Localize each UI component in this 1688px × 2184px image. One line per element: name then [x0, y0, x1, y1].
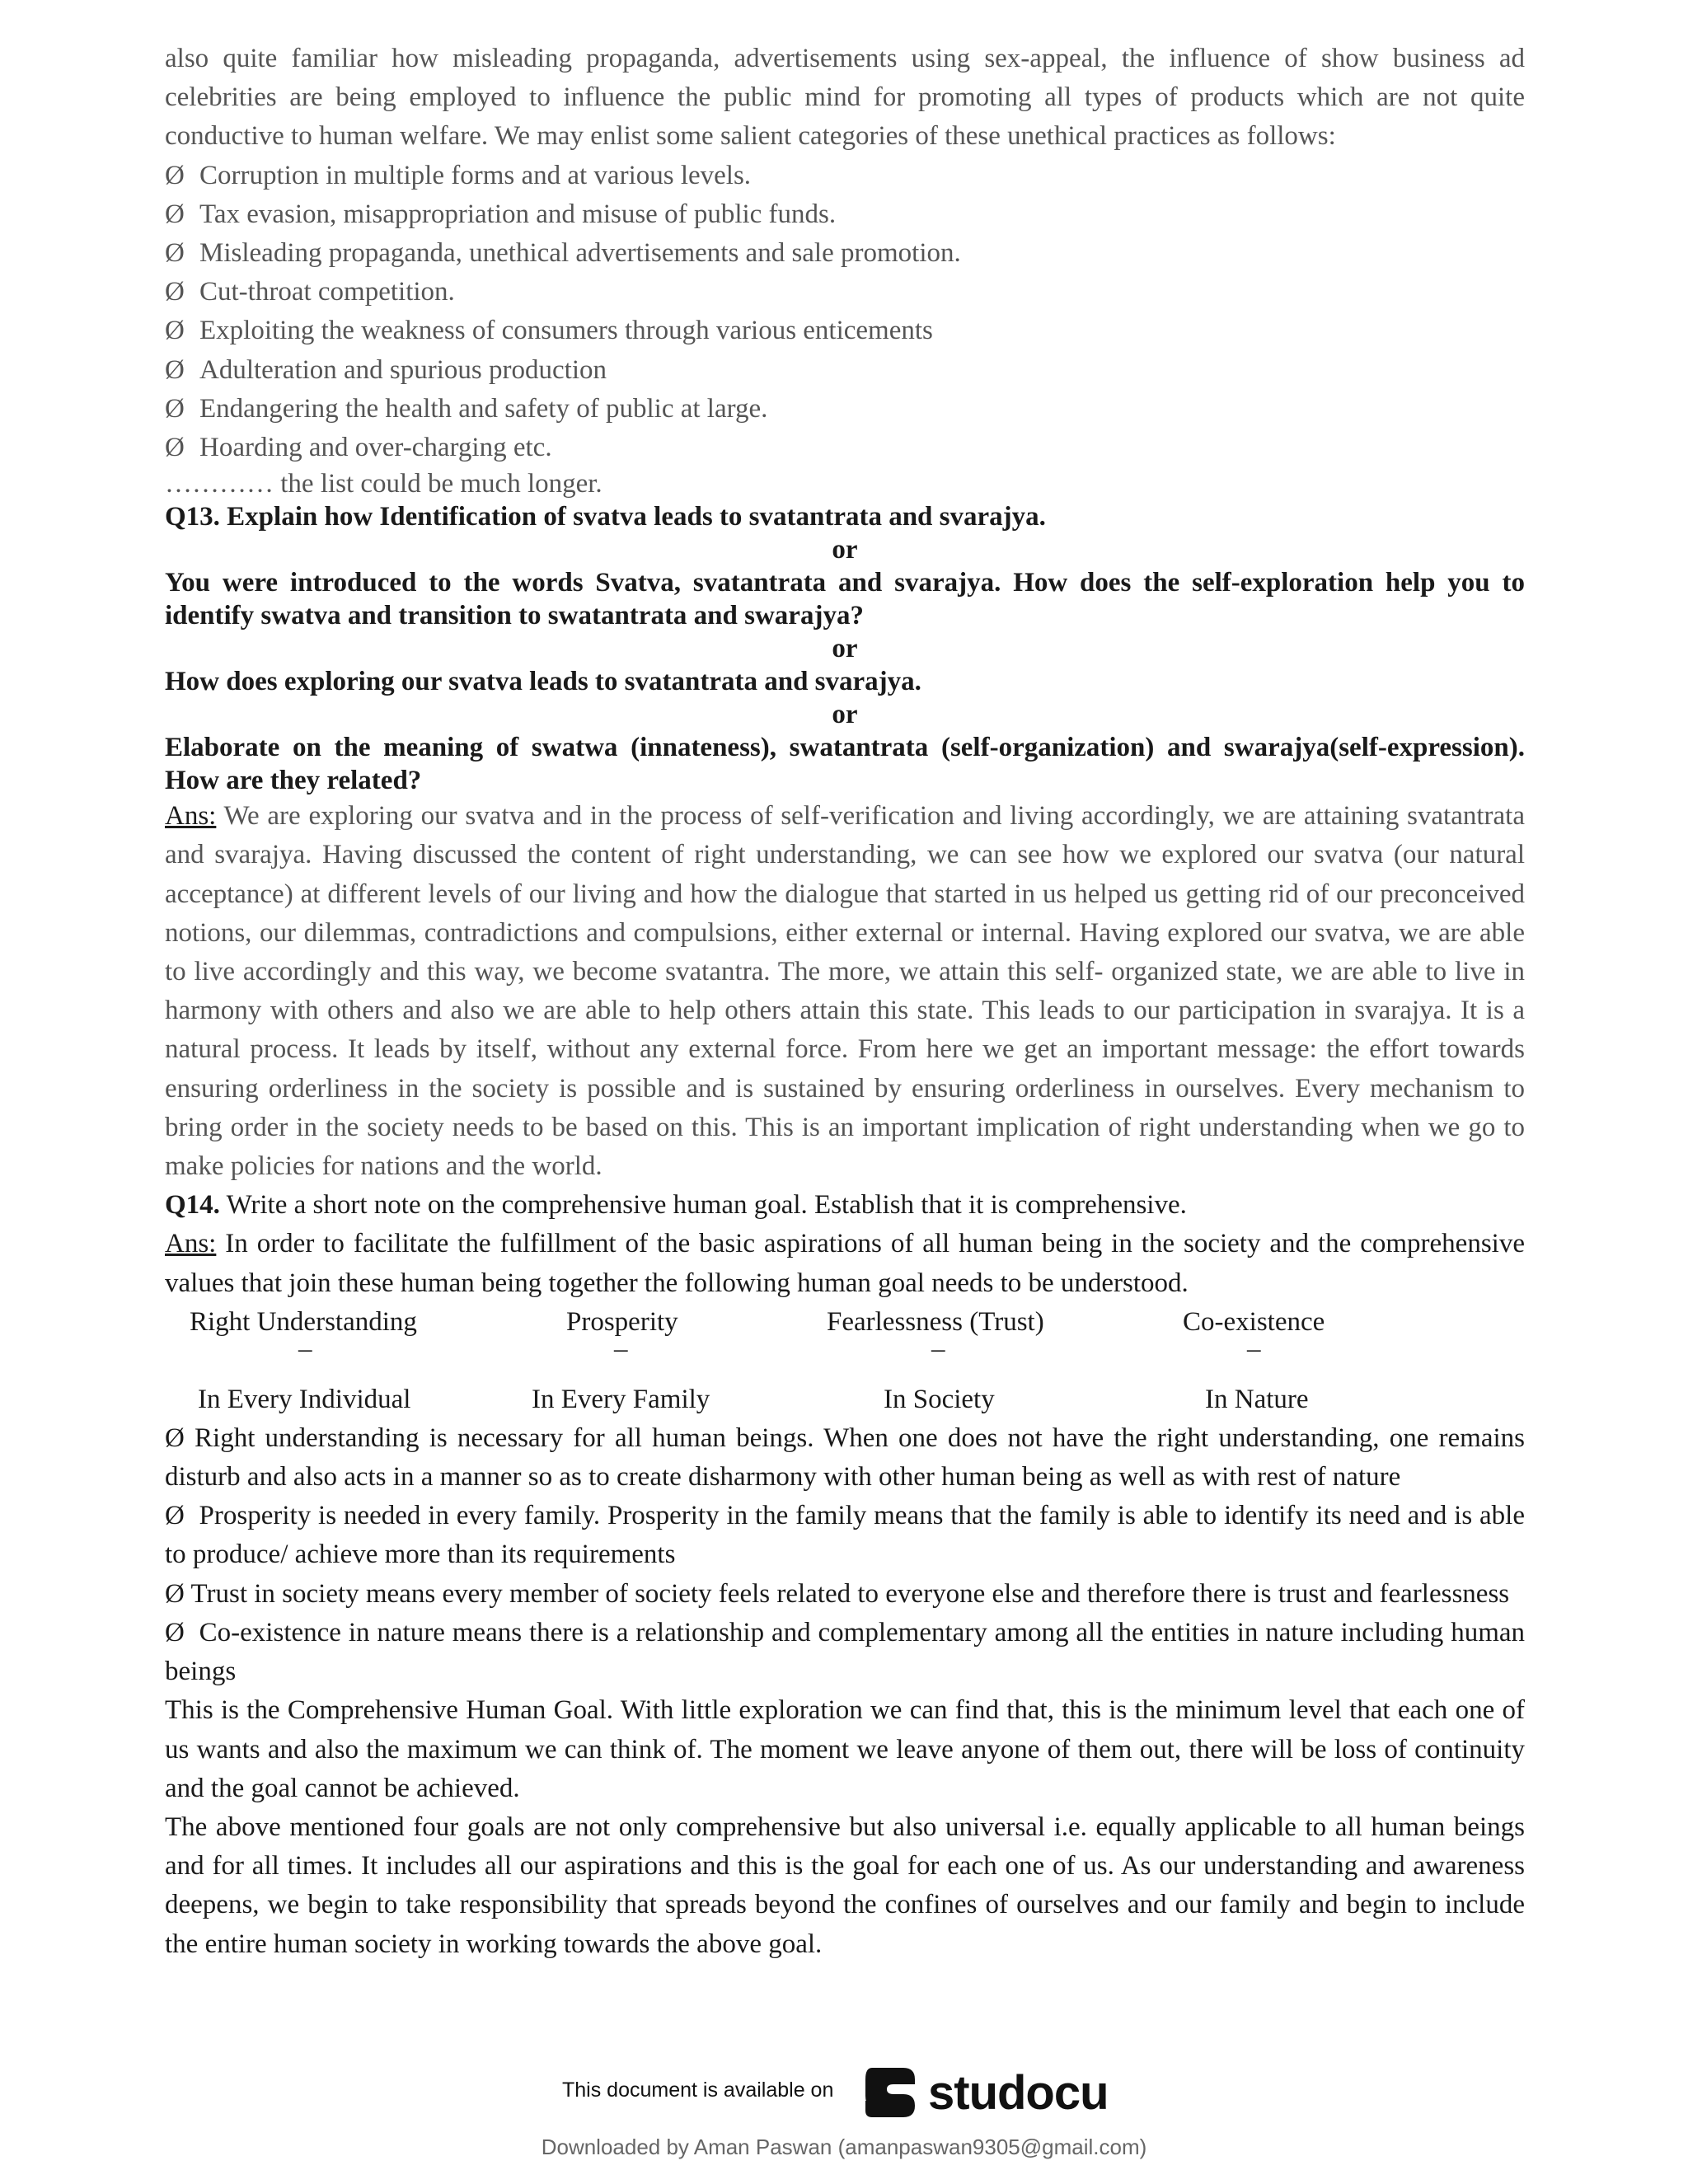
list-item: Ø Tax evasion, misappropriation and misuse of public funds. — [165, 199, 837, 229]
scope-family: In Every Family — [532, 1384, 710, 1414]
goal-point-3: Ø Trust in society means every member of society feels related to everyone else and therefore there is trust and fearlessness — [165, 1578, 1510, 1609]
q13-alternative-2: How does exploring our svatva leads to svatantrata and svarajya. — [165, 667, 921, 697]
list-item: Ø Misleading propaganda, unethical advertisements and sale promotion. — [165, 238, 961, 269]
list-item: Ø Corruption in multiple forms and at various levels. — [165, 160, 752, 190]
or-separator: or — [832, 700, 858, 730]
goal-prosperity: Prosperity — [566, 1306, 678, 1337]
goal-right-understanding: Right Understanding — [190, 1306, 417, 1337]
or-separator: or — [832, 634, 858, 664]
goal-row — [165, 1303, 1525, 1342]
studocu-logo-icon — [857, 2060, 923, 2125]
list-item: Ø Cut-throat competition. — [165, 277, 455, 307]
goal-point-2: Ø Prosperity is needed in every family. Prosperity in the family means that the family is able to identify its need and is able to produce/ achieve more than its requirements — [165, 1501, 1525, 1570]
q13-alternative-1: You were introduced to the words Svatva, svatantrata and svarajya. How does the self-exploration help you to identify swatva and transition to swatantrata and swarajya? — [165, 568, 1525, 631]
q13-answer: Ans: We are exploring our svatva and in the process of self-verification and living accordingly, we are attaining svatantrata and svarajya. Having discussed the content of right understanding, we can see how we explored our svatva (our natural acceptance) at different levels of our living and how the dialogue that started in us helped us getting rid of our preconceived notions, our dilemmas, contradictions and compulsions, either external or internal. Having explored our svatva, we are able to live accordingly and this way, we become svatantra. The more, we attain this self- organized state, we are able to live in harmony with others and also we are able to help others attain this state. This leads to our participation in svarajya. It is a natural process. It leads by itself, without any external force. From here we get an important message: the effort towards ensuring orderliness in the society is possible and is sustained by ensuring orderliness in ourselves. Every mechanism to bring order in the society needs to be based on this. This is an important implication of right understanding when we go to make policies for nations and the world. — [165, 801, 1525, 1182]
list-item: Ø Hoarding and over-charging etc. — [165, 433, 552, 463]
studocu-logo[interactable] — [857, 2055, 1109, 2130]
down-arrow-icon: – — [1247, 1333, 1261, 1364]
goal-fearlessness: Fearlessness (Trust) — [827, 1306, 1044, 1337]
goal-point-1: Ø Right understanding is necessary for all human beings. When one does not have the right understanding, one remains disturb and also acts in a manner so as to create disharmony with other human being as well as with rest of nature — [165, 1422, 1526, 1493]
q14-answer-intro: Ans: In order to facilitate the fulfillment of the basic aspirations of all human being in the society and the comprehensive values that join these human being together the following human goal needs to be understood. — [165, 1229, 1525, 1298]
scope-individual: In Every Individual — [198, 1384, 411, 1414]
down-arrow-icon: – — [298, 1333, 312, 1364]
list-continuation: ………… the list could be much longer. — [165, 469, 603, 499]
ans-label: Ans: — [165, 1229, 217, 1259]
down-arrow-icon: – — [614, 1333, 628, 1364]
ans-label: Ans: — [165, 801, 217, 832]
q14-heading: Q14. Write a short note on the comprehensive human goal. Establish that it is comprehensive. — [165, 1190, 1187, 1221]
scope-society: In Society — [884, 1384, 995, 1414]
q13-alternative-3: Elaborate on the meaning of swatwa (innateness), swatantrata (self-organization) and swarajya(self-expression). How are they related? — [165, 733, 1525, 796]
q13-heading: Q13. Explain how Identification of svatva leads to svatantrata and svarajya. — [165, 502, 1046, 532]
list-item: Ø Endangering the health and safety of public at large. — [165, 393, 768, 424]
goal-co-existence: Co-existence — [1183, 1306, 1325, 1337]
list-item: Ø Adulteration and spurious production — [165, 354, 607, 385]
studocu-wordmark: studocu — [928, 2065, 1109, 2120]
comprehensive-goal-paragraph: This is the Comprehensive Human Goal. With little exploration we can find that, this is the minimum level that each one of us wants and also the maximum we can think of. The moment we leave anyone of them out, there will be loss of continuity and the goal cannot be achieved. — [165, 1695, 1525, 1803]
footer-available-text: This document is available on — [562, 2079, 834, 2102]
document-page — [165, 40, 1525, 1964]
goal-point-4: Ø Co-existence in nature means there is a relationship and complementary among all the entities in nature including human beings — [165, 1617, 1526, 1687]
list-item: Ø Exploiting the weakness of consumers through various enticements — [165, 316, 933, 346]
intro-paragraph: also quite familiar how misleading propaganda, advertisements using sex-appeal, the influence of show business ad celebrities are being employed to influence the public mind for promoting all types of products which are not quite conductive to human welfare. We may enlist some salient categories of these unethical practices as follows: — [165, 44, 1525, 152]
unethical-practices-list — [165, 157, 1525, 501]
scope-row — [165, 1380, 1525, 1419]
download-info: Downloaded by Aman Paswan (amanpaswan9305@gmail.com) — [541, 2135, 1147, 2159]
arrow-row — [165, 1333, 1525, 1380]
scope-nature: In Nature — [1205, 1384, 1309, 1414]
universal-goal-paragraph: The above mentioned four goals are not only comprehensive but also universal i.e. equally applicable to all human beings and for all times. It includes all our aspirations and this is the goal for each one of us. As our understanding and awareness deepens, we begin to take responsibility that spreads beyond the confines of ourselves and our family and begin to include the entire human society in working towards the above goal. — [165, 1811, 1525, 1959]
or-separator: or — [832, 535, 858, 565]
down-arrow-icon: – — [931, 1333, 945, 1364]
